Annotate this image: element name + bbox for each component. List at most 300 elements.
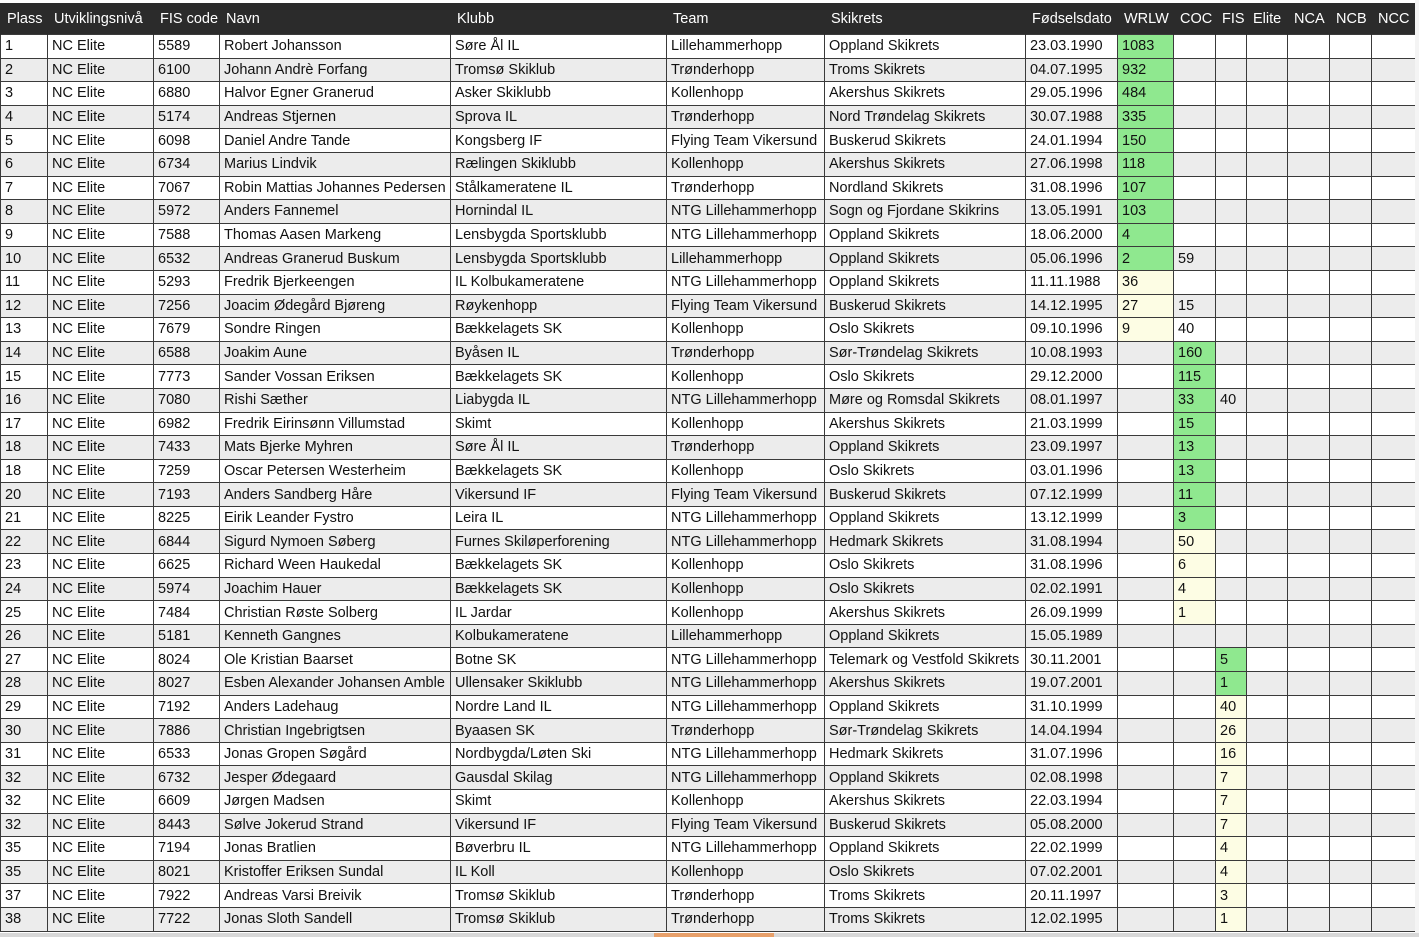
- cell-plass[interactable]: 31: [1, 742, 48, 766]
- cell-ncc[interactable]: [1372, 459, 1416, 483]
- cell-team[interactable]: Trønderhopp: [667, 58, 825, 82]
- cell-skikrets[interactable]: Oppland Skikrets: [825, 35, 1026, 59]
- cell-team[interactable]: Trønderhopp: [667, 176, 825, 200]
- table-row[interactable]: [1, 530, 1416, 554]
- cell-utviklingsniva[interactable]: NC Elite: [48, 554, 154, 578]
- cell-elite[interactable]: [1247, 719, 1288, 743]
- cell-klubb[interactable]: Tromsø Skiklub: [451, 907, 667, 931]
- cell-ncb[interactable]: [1330, 58, 1372, 82]
- cell-coc[interactable]: 6: [1174, 554, 1216, 578]
- cell-fodselsdato[interactable]: 14.12.1995: [1026, 294, 1118, 318]
- cell-skikrets[interactable]: Oslo Skikrets: [825, 318, 1026, 342]
- cell-utviklingsniva[interactable]: NC Elite: [48, 860, 154, 884]
- cell-plass[interactable]: 11: [1, 270, 48, 294]
- cell-wrlw[interactable]: [1118, 341, 1174, 365]
- table-row[interactable]: [1, 837, 1416, 861]
- cell-wrlw[interactable]: [1118, 719, 1174, 743]
- cell-plass[interactable]: 21: [1, 506, 48, 530]
- cell-coc[interactable]: [1174, 695, 1216, 719]
- cell-ncc[interactable]: [1372, 436, 1416, 460]
- cell-ncb[interactable]: [1330, 483, 1372, 507]
- cell-fis[interactable]: 4: [1216, 860, 1247, 884]
- cell-klubb[interactable]: Lensbygda Sportsklubb: [451, 223, 667, 247]
- cell-skikrets[interactable]: Akershus Skikrets: [825, 601, 1026, 625]
- cell-plass[interactable]: 22: [1, 530, 48, 554]
- cell-fis[interactable]: [1216, 35, 1247, 59]
- cell-coc[interactable]: [1174, 176, 1216, 200]
- column-header-klubb[interactable]: Klubb: [451, 3, 667, 35]
- table-row[interactable]: [1, 35, 1416, 59]
- cell-nca[interactable]: [1288, 388, 1330, 412]
- cell-skikrets[interactable]: Oppland Skikrets: [825, 436, 1026, 460]
- cell-team[interactable]: NTG Lillehammerhopp: [667, 672, 825, 696]
- cell-team[interactable]: NTG Lillehammerhopp: [667, 837, 825, 861]
- cell-navn[interactable]: Thomas Aasen Markeng: [220, 223, 451, 247]
- cell-skikrets[interactable]: Akershus Skikrets: [825, 672, 1026, 696]
- cell-skikrets[interactable]: Akershus Skikrets: [825, 790, 1026, 814]
- cell-klubb[interactable]: Ullensaker Skiklubb: [451, 672, 667, 696]
- cell-fis[interactable]: [1216, 270, 1247, 294]
- cell-elite[interactable]: [1247, 318, 1288, 342]
- cell-coc[interactable]: [1174, 813, 1216, 837]
- cell-utviklingsniva[interactable]: NC Elite: [48, 436, 154, 460]
- cell-fis-code[interactable]: 7588: [154, 223, 220, 247]
- cell-skikrets[interactable]: Hedmark Skikrets: [825, 742, 1026, 766]
- cell-ncc[interactable]: [1372, 766, 1416, 790]
- cell-fodselsdato[interactable]: 31.08.1996: [1026, 176, 1118, 200]
- cell-fis[interactable]: 5: [1216, 648, 1247, 672]
- cell-ncc[interactable]: [1372, 577, 1416, 601]
- cell-fis-code[interactable]: 7194: [154, 837, 220, 861]
- cell-fis-code[interactable]: 5174: [154, 105, 220, 129]
- cell-wrlw[interactable]: [1118, 554, 1174, 578]
- cell-team[interactable]: Flying Team Vikersund: [667, 294, 825, 318]
- table-row[interactable]: [1, 436, 1416, 460]
- cell-ncc[interactable]: [1372, 483, 1416, 507]
- cell-ncb[interactable]: [1330, 318, 1372, 342]
- cell-utviklingsniva[interactable]: NC Elite: [48, 318, 154, 342]
- cell-nca[interactable]: [1288, 152, 1330, 176]
- cell-utviklingsniva[interactable]: NC Elite: [48, 813, 154, 837]
- cell-klubb[interactable]: Hornindal IL: [451, 200, 667, 224]
- cell-nca[interactable]: [1288, 860, 1330, 884]
- cell-fodselsdato[interactable]: 04.07.1995: [1026, 58, 1118, 82]
- cell-elite[interactable]: [1247, 483, 1288, 507]
- column-header-fis-code[interactable]: FIS code: [154, 3, 220, 35]
- cell-coc[interactable]: 11: [1174, 483, 1216, 507]
- cell-klubb[interactable]: Lensbygda Sportsklubb: [451, 247, 667, 271]
- cell-fis[interactable]: [1216, 577, 1247, 601]
- cell-elite[interactable]: [1247, 58, 1288, 82]
- cell-team[interactable]: Lillehammerhopp: [667, 624, 825, 648]
- cell-coc[interactable]: [1174, 58, 1216, 82]
- cell-ncc[interactable]: [1372, 247, 1416, 271]
- cell-ncc[interactable]: [1372, 719, 1416, 743]
- cell-fis[interactable]: [1216, 200, 1247, 224]
- cell-utviklingsniva[interactable]: NC Elite: [48, 82, 154, 106]
- cell-fis-code[interactable]: 7773: [154, 365, 220, 389]
- cell-fodselsdato[interactable]: 02.08.1998: [1026, 766, 1118, 790]
- cell-utviklingsniva[interactable]: NC Elite: [48, 270, 154, 294]
- table-row[interactable]: [1, 388, 1416, 412]
- table-row[interactable]: [1, 742, 1416, 766]
- table-row[interactable]: [1, 813, 1416, 837]
- cell-skikrets[interactable]: Oppland Skikrets: [825, 766, 1026, 790]
- cell-fis-code[interactable]: 6609: [154, 790, 220, 814]
- cell-skikrets[interactable]: Troms Skikrets: [825, 58, 1026, 82]
- cell-utviklingsniva[interactable]: NC Elite: [48, 388, 154, 412]
- cell-coc[interactable]: 15: [1174, 294, 1216, 318]
- cell-ncb[interactable]: [1330, 766, 1372, 790]
- cell-plass[interactable]: 2: [1, 58, 48, 82]
- cell-skikrets[interactable]: Oppland Skikrets: [825, 270, 1026, 294]
- cell-klubb[interactable]: Bøverbru IL: [451, 837, 667, 861]
- cell-fis-code[interactable]: 8225: [154, 506, 220, 530]
- cell-skikrets[interactable]: Oppland Skikrets: [825, 506, 1026, 530]
- cell-coc[interactable]: 115: [1174, 365, 1216, 389]
- cell-plass[interactable]: 14: [1, 341, 48, 365]
- column-header-navn[interactable]: Navn: [220, 3, 451, 35]
- cell-wrlw[interactable]: [1118, 459, 1174, 483]
- cell-ncb[interactable]: [1330, 790, 1372, 814]
- cell-nca[interactable]: [1288, 247, 1330, 271]
- cell-fodselsdato[interactable]: 05.08.2000: [1026, 813, 1118, 837]
- cell-skikrets[interactable]: Sogn og Fjordane Skikrins: [825, 200, 1026, 224]
- cell-klubb[interactable]: Søre Ål IL: [451, 35, 667, 59]
- cell-fodselsdato[interactable]: 22.02.1999: [1026, 837, 1118, 861]
- cell-fodselsdato[interactable]: 31.08.1996: [1026, 554, 1118, 578]
- cell-skikrets[interactable]: Oslo Skikrets: [825, 459, 1026, 483]
- cell-fodselsdato[interactable]: 26.09.1999: [1026, 601, 1118, 625]
- cell-ncb[interactable]: [1330, 742, 1372, 766]
- cell-fodselsdato[interactable]: 23.03.1990: [1026, 35, 1118, 59]
- cell-wrlw[interactable]: [1118, 624, 1174, 648]
- cell-coc[interactable]: [1174, 837, 1216, 861]
- cell-coc[interactable]: [1174, 790, 1216, 814]
- cell-utviklingsniva[interactable]: NC Elite: [48, 672, 154, 696]
- cell-wrlw[interactable]: [1118, 436, 1174, 460]
- cell-klubb[interactable]: Furnes Skiløperforening: [451, 530, 667, 554]
- cell-skikrets[interactable]: Troms Skikrets: [825, 907, 1026, 931]
- cell-elite[interactable]: [1247, 176, 1288, 200]
- cell-navn[interactable]: Andreas Varsi Breivik: [220, 884, 451, 908]
- cell-coc[interactable]: [1174, 105, 1216, 129]
- cell-plass[interactable]: 16: [1, 388, 48, 412]
- cell-ncc[interactable]: [1372, 554, 1416, 578]
- column-header-nca[interactable]: NCA: [1288, 3, 1330, 35]
- cell-wrlw[interactable]: [1118, 907, 1174, 931]
- cell-wrlw[interactable]: 103: [1118, 200, 1174, 224]
- cell-wrlw[interactable]: 36: [1118, 270, 1174, 294]
- cell-elite[interactable]: [1247, 860, 1288, 884]
- cell-klubb[interactable]: Leira IL: [451, 506, 667, 530]
- cell-team[interactable]: NTG Lillehammerhopp: [667, 506, 825, 530]
- cell-ncb[interactable]: [1330, 365, 1372, 389]
- cell-ncb[interactable]: [1330, 412, 1372, 436]
- cell-fis[interactable]: [1216, 483, 1247, 507]
- cell-ncb[interactable]: [1330, 341, 1372, 365]
- cell-klubb[interactable]: Rælingen Skiklubb: [451, 152, 667, 176]
- table-row[interactable]: [1, 270, 1416, 294]
- cell-ncc[interactable]: [1372, 907, 1416, 931]
- cell-ncc[interactable]: [1372, 200, 1416, 224]
- cell-fis-code[interactable]: 7886: [154, 719, 220, 743]
- cell-fodselsdato[interactable]: 13.05.1991: [1026, 200, 1118, 224]
- cell-nca[interactable]: [1288, 412, 1330, 436]
- cell-utviklingsniva[interactable]: NC Elite: [48, 577, 154, 601]
- cell-plass[interactable]: 4: [1, 105, 48, 129]
- cell-coc[interactable]: 50: [1174, 530, 1216, 554]
- cell-elite[interactable]: [1247, 530, 1288, 554]
- table-row[interactable]: [1, 105, 1416, 129]
- cell-utviklingsniva[interactable]: NC Elite: [48, 483, 154, 507]
- cell-fodselsdato[interactable]: 29.05.1996: [1026, 82, 1118, 106]
- cell-utviklingsniva[interactable]: NC Elite: [48, 152, 154, 176]
- cell-ncc[interactable]: [1372, 176, 1416, 200]
- cell-fis[interactable]: [1216, 152, 1247, 176]
- cell-coc[interactable]: [1174, 742, 1216, 766]
- cell-elite[interactable]: [1247, 436, 1288, 460]
- cell-klubb[interactable]: IL Kolbukameratene: [451, 270, 667, 294]
- cell-navn[interactable]: Christian Ingebrigtsen: [220, 719, 451, 743]
- cell-fodselsdato[interactable]: 13.12.1999: [1026, 506, 1118, 530]
- cell-navn[interactable]: Fredrik Bjerkeengen: [220, 270, 451, 294]
- cell-klubb[interactable]: Nordre Land IL: [451, 695, 667, 719]
- cell-elite[interactable]: [1247, 577, 1288, 601]
- cell-navn[interactable]: Andreas Granerud Buskum: [220, 247, 451, 271]
- cell-navn[interactable]: Marius Lindvik: [220, 152, 451, 176]
- cell-fis[interactable]: 26: [1216, 719, 1247, 743]
- cell-fis-code[interactable]: 6844: [154, 530, 220, 554]
- cell-plass[interactable]: 27: [1, 648, 48, 672]
- cell-fis[interactable]: [1216, 412, 1247, 436]
- column-header-ncb[interactable]: NCB: [1330, 3, 1372, 35]
- cell-navn[interactable]: Sølve Jokerud Strand: [220, 813, 451, 837]
- cell-team[interactable]: Kollenhopp: [667, 318, 825, 342]
- cell-skikrets[interactable]: Nord Trøndelag Skikrets: [825, 105, 1026, 129]
- cell-fis[interactable]: [1216, 247, 1247, 271]
- cell-fodselsdato[interactable]: 18.06.2000: [1026, 223, 1118, 247]
- cell-utviklingsniva[interactable]: NC Elite: [48, 530, 154, 554]
- cell-nca[interactable]: [1288, 530, 1330, 554]
- cell-elite[interactable]: [1247, 766, 1288, 790]
- cell-ncc[interactable]: [1372, 860, 1416, 884]
- cell-team[interactable]: NTG Lillehammerhopp: [667, 648, 825, 672]
- cell-ncc[interactable]: [1372, 648, 1416, 672]
- cell-skikrets[interactable]: Oslo Skikrets: [825, 860, 1026, 884]
- cell-nca[interactable]: [1288, 341, 1330, 365]
- cell-utviklingsniva[interactable]: NC Elite: [48, 624, 154, 648]
- cell-ncb[interactable]: [1330, 270, 1372, 294]
- cell-team[interactable]: Kollenhopp: [667, 82, 825, 106]
- cell-fis[interactable]: [1216, 129, 1247, 153]
- cell-fis-code[interactable]: 5589: [154, 35, 220, 59]
- cell-fis[interactable]: [1216, 176, 1247, 200]
- cell-plass[interactable]: 9: [1, 223, 48, 247]
- column-header-plass[interactable]: Plass: [1, 3, 48, 35]
- cell-fis-code[interactable]: 6732: [154, 766, 220, 790]
- cell-klubb[interactable]: Tromsø Skiklub: [451, 884, 667, 908]
- cell-ncb[interactable]: [1330, 624, 1372, 648]
- table-row[interactable]: [1, 601, 1416, 625]
- cell-elite[interactable]: [1247, 247, 1288, 271]
- cell-fodselsdato[interactable]: 27.06.1998: [1026, 152, 1118, 176]
- cell-ncc[interactable]: [1372, 790, 1416, 814]
- cell-plass[interactable]: 24: [1, 577, 48, 601]
- cell-plass[interactable]: 10: [1, 247, 48, 271]
- cell-fis[interactable]: 40: [1216, 388, 1247, 412]
- cell-ncc[interactable]: [1372, 82, 1416, 106]
- cell-elite[interactable]: [1247, 624, 1288, 648]
- cell-klubb[interactable]: Byåsen IL: [451, 341, 667, 365]
- cell-utviklingsniva[interactable]: NC Elite: [48, 365, 154, 389]
- cell-klubb[interactable]: IL Koll: [451, 860, 667, 884]
- cell-skikrets[interactable]: Telemark og Vestfold Skikrets: [825, 648, 1026, 672]
- cell-fodselsdato[interactable]: 21.03.1999: [1026, 412, 1118, 436]
- cell-ncc[interactable]: [1372, 530, 1416, 554]
- cell-team[interactable]: Lillehammerhopp: [667, 35, 825, 59]
- cell-utviklingsniva[interactable]: NC Elite: [48, 223, 154, 247]
- cell-skikrets[interactable]: Oslo Skikrets: [825, 365, 1026, 389]
- cell-fodselsdato[interactable]: 08.01.1997: [1026, 388, 1118, 412]
- cell-fis-code[interactable]: 7256: [154, 294, 220, 318]
- cell-fodselsdato[interactable]: 15.05.1989: [1026, 624, 1118, 648]
- cell-ncc[interactable]: [1372, 884, 1416, 908]
- cell-ncc[interactable]: [1372, 223, 1416, 247]
- cell-fodselsdato[interactable]: 31.07.1996: [1026, 742, 1118, 766]
- cell-klubb[interactable]: Nordbygda/Løten Ski: [451, 742, 667, 766]
- cell-elite[interactable]: [1247, 884, 1288, 908]
- cell-ncb[interactable]: [1330, 719, 1372, 743]
- cell-ncb[interactable]: [1330, 860, 1372, 884]
- cell-utviklingsniva[interactable]: NC Elite: [48, 506, 154, 530]
- cell-wrlw[interactable]: [1118, 388, 1174, 412]
- cell-ncb[interactable]: [1330, 648, 1372, 672]
- cell-ncb[interactable]: [1330, 223, 1372, 247]
- table-row[interactable]: [1, 672, 1416, 696]
- cell-navn[interactable]: Jonas Gropen Søgård: [220, 742, 451, 766]
- cell-elite[interactable]: [1247, 506, 1288, 530]
- cell-klubb[interactable]: Stålkameratene IL: [451, 176, 667, 200]
- table-row[interactable]: [1, 719, 1416, 743]
- cell-coc[interactable]: 13: [1174, 459, 1216, 483]
- table-row[interactable]: [1, 318, 1416, 342]
- cell-team[interactable]: NTG Lillehammerhopp: [667, 223, 825, 247]
- cell-team[interactable]: Kollenhopp: [667, 790, 825, 814]
- cell-elite[interactable]: [1247, 790, 1288, 814]
- cell-fis-code[interactable]: 7433: [154, 436, 220, 460]
- cell-elite[interactable]: [1247, 554, 1288, 578]
- cell-wrlw[interactable]: [1118, 884, 1174, 908]
- cell-team[interactable]: NTG Lillehammerhopp: [667, 270, 825, 294]
- cell-coc[interactable]: [1174, 270, 1216, 294]
- cell-utviklingsniva[interactable]: NC Elite: [48, 790, 154, 814]
- cell-coc[interactable]: [1174, 884, 1216, 908]
- cell-wrlw[interactable]: 150: [1118, 129, 1174, 153]
- cell-ncb[interactable]: [1330, 813, 1372, 837]
- cell-klubb[interactable]: Vikersund IF: [451, 483, 667, 507]
- cell-ncc[interactable]: [1372, 601, 1416, 625]
- cell-nca[interactable]: [1288, 200, 1330, 224]
- cell-navn[interactable]: Rishi Sæther: [220, 388, 451, 412]
- cell-coc[interactable]: [1174, 624, 1216, 648]
- cell-nca[interactable]: [1288, 719, 1330, 743]
- cell-team[interactable]: Trønderhopp: [667, 884, 825, 908]
- cell-fis-code[interactable]: 8027: [154, 672, 220, 696]
- cell-elite[interactable]: [1247, 294, 1288, 318]
- cell-klubb[interactable]: IL Jardar: [451, 601, 667, 625]
- cell-ncc[interactable]: [1372, 412, 1416, 436]
- cell-nca[interactable]: [1288, 648, 1330, 672]
- cell-ncb[interactable]: [1330, 35, 1372, 59]
- cell-navn[interactable]: Eirik Leander Fystro: [220, 506, 451, 530]
- cell-team[interactable]: NTG Lillehammerhopp: [667, 388, 825, 412]
- cell-team[interactable]: Kollenhopp: [667, 554, 825, 578]
- cell-team[interactable]: Trønderhopp: [667, 907, 825, 931]
- cell-fis-code[interactable]: 6734: [154, 152, 220, 176]
- cell-ncc[interactable]: [1372, 365, 1416, 389]
- cell-skikrets[interactable]: Oppland Skikrets: [825, 624, 1026, 648]
- cell-skikrets[interactable]: Oslo Skikrets: [825, 577, 1026, 601]
- cell-fodselsdato[interactable]: 14.04.1994: [1026, 719, 1118, 743]
- cell-fis-code[interactable]: 8443: [154, 813, 220, 837]
- cell-fis[interactable]: 4: [1216, 837, 1247, 861]
- cell-fis-code[interactable]: 5293: [154, 270, 220, 294]
- cell-plass[interactable]: 32: [1, 766, 48, 790]
- cell-fis[interactable]: [1216, 436, 1247, 460]
- cell-fodselsdato[interactable]: 20.11.1997: [1026, 884, 1118, 908]
- cell-nca[interactable]: [1288, 506, 1330, 530]
- cell-coc[interactable]: 40: [1174, 318, 1216, 342]
- cell-ncc[interactable]: [1372, 813, 1416, 837]
- cell-nca[interactable]: [1288, 58, 1330, 82]
- cell-ncb[interactable]: [1330, 577, 1372, 601]
- cell-wrlw[interactable]: 27: [1118, 294, 1174, 318]
- cell-plass[interactable]: 23: [1, 554, 48, 578]
- cell-ncc[interactable]: [1372, 341, 1416, 365]
- cell-navn[interactable]: Halvor Egner Granerud: [220, 82, 451, 106]
- cell-fodselsdato[interactable]: 31.08.1994: [1026, 530, 1118, 554]
- cell-fis-code[interactable]: 7679: [154, 318, 220, 342]
- table-row[interactable]: [1, 152, 1416, 176]
- cell-ncc[interactable]: [1372, 672, 1416, 696]
- cell-fis-code[interactable]: 6625: [154, 554, 220, 578]
- cell-elite[interactable]: [1247, 341, 1288, 365]
- cell-ncb[interactable]: [1330, 176, 1372, 200]
- cell-fis-code[interactable]: 5974: [154, 577, 220, 601]
- cell-elite[interactable]: [1247, 223, 1288, 247]
- cell-nca[interactable]: [1288, 672, 1330, 696]
- cell-fis[interactable]: [1216, 341, 1247, 365]
- table-row[interactable]: [1, 907, 1416, 931]
- cell-nca[interactable]: [1288, 459, 1330, 483]
- cell-ncc[interactable]: [1372, 318, 1416, 342]
- cell-nca[interactable]: [1288, 624, 1330, 648]
- table-row[interactable]: [1, 247, 1416, 271]
- cell-ncc[interactable]: [1372, 695, 1416, 719]
- cell-wrlw[interactable]: [1118, 672, 1174, 696]
- cell-plass[interactable]: 35: [1, 860, 48, 884]
- cell-wrlw[interactable]: 2: [1118, 247, 1174, 271]
- cell-plass[interactable]: 8: [1, 200, 48, 224]
- cell-nca[interactable]: [1288, 577, 1330, 601]
- table-row[interactable]: [1, 506, 1416, 530]
- cell-klubb[interactable]: Røykenhopp: [451, 294, 667, 318]
- table-row[interactable]: [1, 200, 1416, 224]
- cell-team[interactable]: Kollenhopp: [667, 577, 825, 601]
- cell-klubb[interactable]: Bækkelagets SK: [451, 577, 667, 601]
- cell-nca[interactable]: [1288, 837, 1330, 861]
